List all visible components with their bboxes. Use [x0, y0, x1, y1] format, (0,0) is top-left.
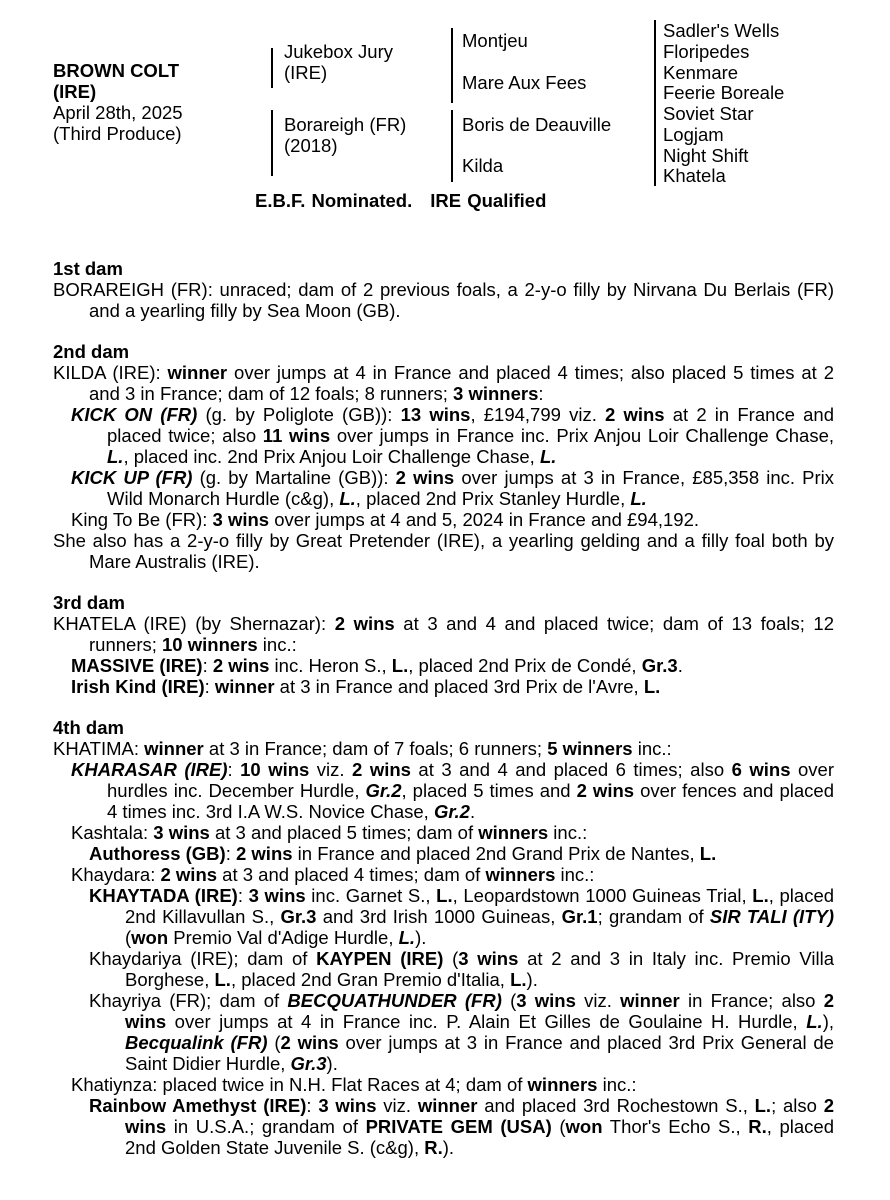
emphasis-text: 3 winners: [453, 383, 539, 404]
produce-entry: [71, 759, 834, 822]
emphasis-text: Becqualink (FR): [125, 1032, 268, 1053]
emphasis-text: 10 wins: [240, 759, 310, 780]
emphasis-text: L.: [754, 1095, 772, 1116]
pedigree-gen3-6: Night Shift: [663, 145, 749, 166]
emphasis-text: 3 wins: [153, 822, 210, 843]
emphasis-text: Gr.1: [561, 906, 598, 927]
produce-number: (Third Produce): [53, 123, 182, 144]
text-run: over jumps at 3 in France, £85,358 inc. Prix Wild Monarch Hurdle (c&g),: [107, 467, 835, 509]
emphasis-text: L.: [107, 446, 124, 467]
text-run: Khatiynza: placed twice in N.H. Flat Races at 4; dam of: [71, 1074, 528, 1095]
emphasis-text: 3 wins: [516, 990, 576, 1011]
text-run: BORAREIGH (FR): unraced; dam of 2 previous foals, a 2-y-o filly by Nirvana Du Berlais (FR) and a yearling filly by Sea Moon (GB).: [53, 279, 834, 321]
emphasis-text: 5 winners: [547, 738, 633, 759]
emphasis-text: winners: [478, 822, 549, 843]
produce-entry: [71, 1074, 834, 1095]
pedigree-sire: Jukebox Jury (IRE): [284, 41, 393, 83]
pedigree-line-sire: [271, 48, 273, 88]
emphasis-text: Gr.3: [280, 906, 317, 927]
section-heading: 4th dam: [53, 717, 124, 738]
text-run: , £194,799 viz.: [470, 404, 606, 425]
pedigree-line-dam: [271, 110, 273, 176]
text-run: Kashtala:: [71, 822, 154, 843]
produce-entry: [71, 822, 834, 843]
text-run: over jumps at 3 in France and placed 3rd Prix General de Saint Didier Hurdle,: [125, 1032, 834, 1074]
produce-entry: [89, 948, 834, 990]
emphasis-text: 2 wins: [576, 780, 635, 801]
emphasis-text: Authoress (GB): [89, 843, 226, 864]
text-run: ).: [326, 1053, 338, 1074]
emphasis-text: R.: [424, 1137, 443, 1158]
dam-section: [53, 592, 834, 697]
pedigree-gen3-4: Soviet Star: [663, 103, 754, 124]
emphasis-text: L.: [398, 927, 416, 948]
dam-entry: [53, 738, 834, 759]
horse-name-line1: BROWN COLT: [53, 60, 180, 81]
text-run: Thor's Echo S.,: [602, 1116, 749, 1137]
text-run: inc.:: [555, 864, 595, 885]
emphasis-text: L.: [643, 676, 661, 697]
emphasis-text: winner: [620, 990, 680, 1011]
emphasis-text: L.: [436, 885, 453, 906]
produce-entry: [71, 467, 834, 509]
text-run: (: [267, 1032, 281, 1053]
pedigree-gen3-0: Sadler's Wells: [663, 20, 780, 41]
horse-name-line2: (IRE): [53, 81, 97, 102]
text-run: in France and placed 2nd Grand Prix de Nantes,: [292, 843, 700, 864]
pedigree-gen2-1: Mare Aux Fees: [462, 72, 587, 93]
emphasis-text: Gr.3: [641, 655, 678, 676]
text-run: at 2 and 3 in Italy inc. Premio Villa Borghese,: [125, 948, 834, 990]
section-heading: 1st dam: [53, 258, 123, 279]
text-run: at 3 and placed 4 times; dam of: [217, 864, 486, 885]
emphasis-text: R.: [748, 1116, 767, 1137]
emphasis-text: L.: [752, 885, 769, 906]
text-run: (: [501, 990, 517, 1011]
emphasis-text: 3 wins: [458, 948, 519, 969]
text-run: over jumps at 4 and 5, 2024 in France and £94,192.: [269, 509, 700, 530]
section-heading: 2nd dam: [53, 341, 130, 362]
family-details: [53, 258, 834, 1158]
pedigree-gen3-3: Feerie Boreale: [663, 82, 785, 103]
produce-entry: [89, 885, 834, 948]
text-run: ),: [822, 1011, 834, 1032]
horse-identity: [53, 60, 183, 144]
emphasis-text: MASSIVE (IRE): [71, 655, 203, 676]
text-run: and 3rd Irish 1000 Guineas,: [316, 906, 562, 927]
emphasis-text: L.: [339, 488, 356, 509]
text-run: , placed 2nd Golden State Juvenile S. (c&g),: [125, 1116, 834, 1158]
emphasis-text: Gr.2: [433, 801, 470, 822]
emphasis-text: Gr.2: [365, 780, 402, 801]
emphasis-text: 13 wins: [400, 404, 471, 425]
dam-entry: [53, 279, 834, 321]
pedigree-gen2-0: Montjeu: [462, 30, 528, 51]
text-run: ).: [415, 927, 427, 948]
produce-entry: [71, 864, 834, 885]
text-run: :: [227, 759, 241, 780]
text-run: (g. by Poliglote (GB)):: [197, 404, 401, 425]
text-run: at 3 and 4 and placed 6 times; also: [410, 759, 732, 780]
emphasis-text: 2 wins: [280, 1032, 339, 1053]
text-run: , Leopardstown 1000 Guineas Trial,: [452, 885, 753, 906]
text-run: (: [443, 948, 459, 969]
emphasis-text: KAYPEN (IRE): [316, 948, 444, 969]
text-run: at 3 in France; dam of 7 foals; 6 runners;: [203, 738, 548, 759]
pedigree-gen2-2: Boris de Deauville: [462, 114, 612, 135]
pedigree-gen3-1: Floripedes: [663, 41, 750, 62]
text-run: over jumps at 4 in France inc. P. Alain Et Gilles de Goulaine H. Hurdle,: [166, 1011, 807, 1032]
nomination-line: [255, 190, 546, 212]
text-run: in France; also: [679, 990, 824, 1011]
text-run: at 3 and 4 and placed twice; dam of 13 foals; 12 runners;: [89, 613, 834, 655]
text-run: ; also: [771, 1095, 824, 1116]
ebf-nominated: E.B.F. Nominated.: [255, 190, 413, 211]
text-run: King To Be (FR):: [71, 509, 213, 530]
emphasis-text: L.: [214, 969, 231, 990]
emphasis-text: 2 wins: [352, 759, 411, 780]
produce-entry: [71, 676, 834, 697]
emphasis-text: 2 wins: [125, 1095, 834, 1137]
dam-entry: [53, 613, 834, 655]
text-run: inc.:: [632, 738, 672, 759]
text-run: and placed 3rd Rochestown S.,: [477, 1095, 755, 1116]
text-run: .: [677, 655, 683, 676]
text-run: :: [306, 1095, 319, 1116]
dam-entry: [53, 362, 834, 404]
text-run: at 2 in France and placed twice; also: [107, 404, 834, 446]
pedigree-line-gen2-a: [451, 28, 453, 103]
dam-section: [53, 717, 834, 1158]
emphasis-text: winners: [527, 1074, 598, 1095]
pedigree-dam: Borareigh (FR) (2018): [284, 114, 407, 156]
dam-section: [53, 258, 834, 321]
emphasis-text: PRIVATE GEM (USA): [365, 1116, 552, 1137]
text-run: viz.: [309, 759, 353, 780]
text-run: , placed 2nd Gran Premio d'Italia,: [230, 969, 511, 990]
text-run: over hurdles inc. December Hurdle,: [107, 759, 834, 801]
text-run: inc.:: [257, 634, 297, 655]
text-run: KHATIMA:: [53, 738, 145, 759]
text-run: (: [551, 1116, 566, 1137]
text-run: inc.:: [597, 1074, 637, 1095]
text-run: , placed 2nd Killavullan S.,: [125, 885, 835, 927]
emphasis-text: 3 wins: [212, 509, 270, 530]
emphasis-text: L.: [391, 655, 409, 676]
text-run: at 3 in France and placed 3rd Prix de l'Avre,: [274, 676, 644, 697]
text-run: KILDA (IRE):: [53, 362, 168, 383]
text-run: inc.:: [548, 822, 588, 843]
text-run: :: [237, 885, 249, 906]
emphasis-text: won: [131, 927, 169, 948]
text-run: KHATELA (IRE) (by Shernazar):: [53, 613, 335, 634]
dam-entry: [53, 530, 834, 572]
emphasis-text: BECQUATHUNDER (FR): [287, 990, 502, 1011]
emphasis-text: L.: [539, 446, 557, 467]
produce-entry: [71, 655, 834, 676]
emphasis-text: 2 wins: [605, 404, 665, 425]
section-heading: 3rd dam: [53, 592, 125, 613]
emphasis-text: 2 wins: [395, 467, 455, 488]
emphasis-text: 3 wins: [248, 885, 306, 906]
emphasis-text: SIR TALI (ITY): [709, 906, 834, 927]
text-run: ; grandam of: [597, 906, 710, 927]
emphasis-text: winner: [214, 676, 275, 697]
text-run: over jumps at 4 in France and placed 4 times; also placed 5 times at 2 and 3 in France; dam of 12 foals; 8 runners;: [89, 362, 834, 404]
text-run: at 3 and placed 5 times; dam of: [209, 822, 479, 843]
produce-entry: [71, 404, 834, 467]
emphasis-text: winner: [417, 1095, 478, 1116]
text-run: She also has a 2-y-o filly by Great Pretender (IRE), a yearling gelding and a filly foal both by Mare Australis (IRE).: [53, 530, 834, 572]
text-run: in U.S.A.; grandam of: [166, 1116, 366, 1137]
text-run: (: [125, 927, 132, 948]
emphasis-text: Rainbow Amethyst (IRE): [89, 1095, 307, 1116]
text-run: Khaydariya (IRE); dam of: [89, 948, 317, 969]
emphasis-text: 11 wins: [262, 425, 331, 446]
pedigree-gen3-5: Logjam: [663, 124, 724, 145]
text-run: , placed 2nd Prix de Condé,: [408, 655, 642, 676]
pedigree-gen3-7: Khatela: [663, 165, 726, 186]
emphasis-text: L.: [630, 488, 647, 509]
text-run: :: [202, 655, 213, 676]
emphasis-text: 2 wins: [212, 655, 270, 676]
text-run: , placed inc. 2nd Prix Anjou Loir Challenge Chase,: [123, 446, 540, 467]
emphasis-text: 3 wins: [318, 1095, 377, 1116]
text-run: Premio Val d'Adige Hurdle,: [168, 927, 399, 948]
emphasis-text: L.: [806, 1011, 823, 1032]
ire-qualified: IRE Qualified: [430, 190, 547, 211]
emphasis-text: KICK UP (FR): [71, 467, 193, 488]
produce-entry: [89, 1095, 834, 1158]
emphasis-text: winner: [167, 362, 228, 383]
pedigree-gen3-2: Kenmare: [663, 62, 739, 83]
text-run: inc. Garnet S.,: [305, 885, 437, 906]
text-run: :: [225, 843, 236, 864]
emphasis-text: winners: [485, 864, 556, 885]
emphasis-text: 2 wins: [160, 864, 218, 885]
pedigree-line-gen2-b: [451, 110, 453, 182]
text-run: :: [538, 383, 544, 404]
emphasis-text: Gr.3: [290, 1053, 327, 1074]
emphasis-text: 2 wins: [334, 613, 395, 634]
emphasis-text: Irish Kind (IRE): [71, 676, 205, 697]
text-run: .: [469, 801, 476, 822]
emphasis-text: KHAYTADA (IRE): [89, 885, 238, 906]
text-run: Khayriya (FR); dam of: [89, 990, 288, 1011]
text-run: over jumps in France inc. Prix Anjou Loir Challenge Chase,: [330, 425, 834, 446]
emphasis-text: won: [565, 1116, 603, 1137]
produce-entry: [71, 509, 834, 530]
emphasis-text: 6 wins: [731, 759, 791, 780]
text-run: viz.: [575, 990, 621, 1011]
emphasis-text: KICK ON (FR): [71, 404, 198, 425]
text-run: (g. by Martaline (GB)):: [192, 467, 396, 488]
emphasis-text: 2 wins: [235, 843, 293, 864]
emphasis-text: L.: [699, 843, 717, 864]
dam-section: [53, 341, 834, 572]
text-run: viz.: [376, 1095, 418, 1116]
foaling-date: April 28th, 2025: [53, 102, 183, 123]
text-run: , placed 2nd Prix Stanley Hurdle,: [355, 488, 631, 509]
produce-entry: [89, 990, 834, 1074]
text-run: inc. Heron S.,: [269, 655, 392, 676]
produce-entry: [89, 843, 834, 864]
text-run: over fences and placed 4 times inc. 3rd I.A W.S. Novice Chase,: [107, 780, 835, 822]
text-run: ).: [526, 969, 538, 990]
emphasis-text: L.: [510, 969, 527, 990]
text-run: :: [204, 676, 215, 697]
text-run: Khaydara:: [71, 864, 161, 885]
emphasis-text: 10 winners: [162, 634, 258, 655]
text-run: ).: [442, 1137, 455, 1158]
emphasis-text: 2 wins: [125, 990, 834, 1032]
pedigree-line-gen3: [654, 20, 656, 186]
pedigree-gen2-3: Kilda: [462, 155, 504, 176]
emphasis-text: winner: [144, 738, 204, 759]
emphasis-text: KHARASAR (IRE): [71, 759, 228, 780]
text-run: , placed 5 times and: [401, 780, 577, 801]
